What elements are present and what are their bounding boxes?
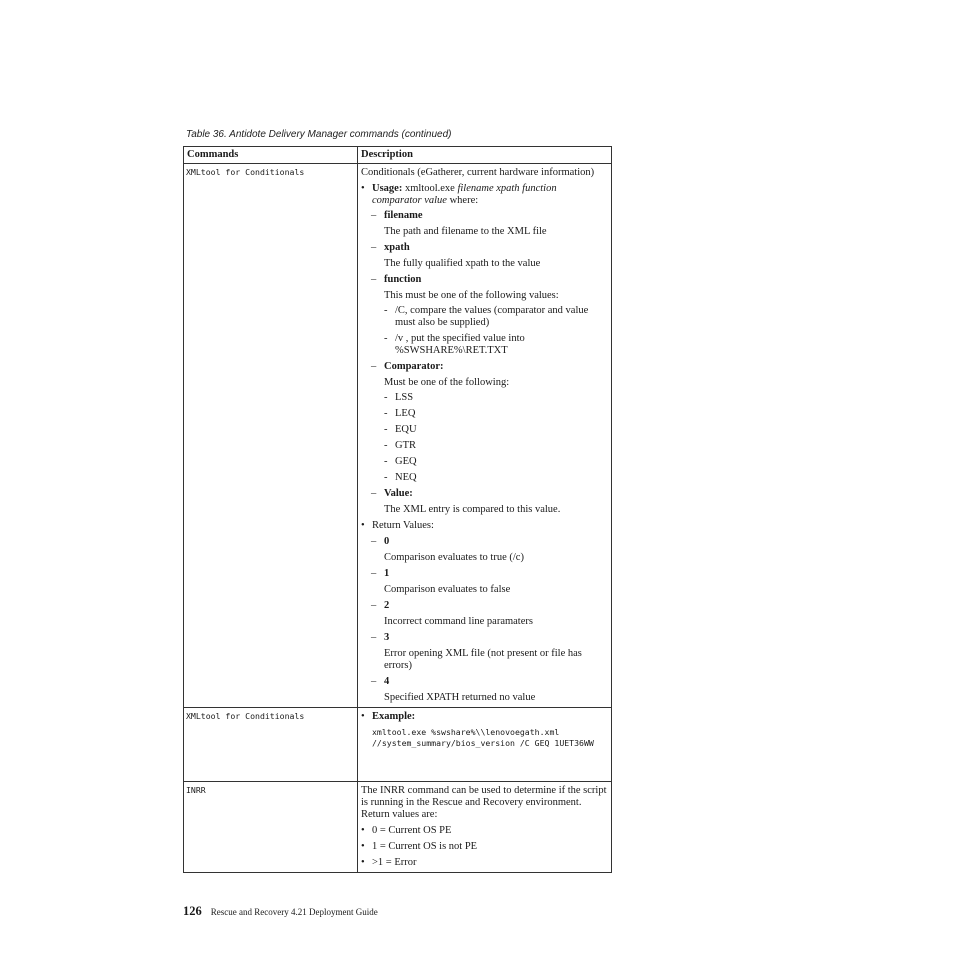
usage-command: xmltool.exe xyxy=(404,183,455,194)
comparator-item: - LSS xyxy=(384,392,414,403)
table-row xyxy=(184,164,612,708)
header-commands: Commands xyxy=(184,147,358,164)
param-desc: Must be one of the following: xyxy=(384,377,510,388)
return-desc: Comparison evaluates to false xyxy=(384,584,511,595)
guide-title: Rescue and Recovery 4.21 Deployment Guide xyxy=(210,907,378,917)
command-cell: XMLtool for Conditionals xyxy=(184,708,358,782)
list-item: • 0 = Current OS PE xyxy=(361,825,452,836)
param-item: – filename xyxy=(371,210,423,221)
param-name: Value: xyxy=(384,488,413,499)
param-desc: The fully qualified xpath to the value xyxy=(384,258,541,269)
header-description: Description xyxy=(358,147,612,164)
param-item: – function xyxy=(371,274,422,285)
table-row xyxy=(184,708,612,782)
param-item: – xpath xyxy=(371,242,410,253)
usage-tail: where: xyxy=(449,195,479,206)
intro-text: Conditionals (eGatherer, current hardware information) xyxy=(361,167,595,178)
description-cell xyxy=(358,708,612,782)
return-code: – 0 xyxy=(371,536,390,547)
example-code: xmltool.exe %swshare%\\lenovoegath.xml //system_summary/bios_version /C GEQ 1UET36WW xyxy=(372,727,594,748)
function-value: - /v , put the specified value into %SWSHARE%\RET.TXT xyxy=(384,333,525,356)
comparator-item: - GEQ xyxy=(384,456,417,467)
list-item: • >1 = Error xyxy=(361,857,417,868)
description-cell xyxy=(358,164,612,708)
comparator-item: - EQU xyxy=(384,424,417,435)
example-label: Example: xyxy=(372,711,416,722)
inrr-description: The INRR command can be used to determine if the script is running in the Rescue and Recovery environment. Return values are: xyxy=(361,785,607,820)
table-caption: Table 36. Antidote Delivery Manager commands (continued) xyxy=(186,129,452,140)
comparator-item: - GTR xyxy=(384,440,416,451)
param-item: – Value: xyxy=(371,488,413,499)
command-cell: INRR xyxy=(184,782,358,873)
description-cell xyxy=(358,782,612,873)
example-item: • Example: xyxy=(361,711,416,722)
usage-item: • Usage: xmltool.exe filename xpath function comparator value where: xyxy=(361,183,557,206)
param-name: filename xyxy=(384,210,423,221)
function-value: - /C, compare the values (comparator and value must also be supplied) xyxy=(384,305,589,328)
page-number: 126 xyxy=(183,904,202,918)
return-desc: Specified XPATH returned no value xyxy=(384,692,536,703)
comparator-item: - LEQ xyxy=(384,408,416,419)
usage-args: filename xpath function comparator value xyxy=(372,183,557,206)
param-name: function xyxy=(384,274,422,285)
return-desc: Incorrect command line paramaters xyxy=(384,616,533,627)
return-desc: Error opening XML file (not present or file has errors) xyxy=(384,648,582,671)
usage-label: Usage: xyxy=(372,183,403,194)
param-desc: This must be one of the following values: xyxy=(384,290,559,301)
param-item: – Comparator: xyxy=(371,361,444,372)
list-item: • 1 = Current OS is not PE xyxy=(361,841,478,852)
param-desc: The XML entry is compared to this value. xyxy=(384,504,561,515)
return-code: – 2 xyxy=(371,600,390,611)
command-cell: XMLtool for Conditionals xyxy=(184,164,358,708)
page-footer xyxy=(183,902,378,920)
return-code: – 4 xyxy=(371,676,390,687)
return-code: – 1 xyxy=(371,568,390,579)
return-desc: Comparison evaluates to true (/c) xyxy=(384,552,524,563)
param-name: xpath xyxy=(384,242,410,253)
param-name: Comparator: xyxy=(384,361,444,372)
table-row xyxy=(184,782,612,873)
table-header-row xyxy=(184,147,612,164)
commands-table xyxy=(183,146,612,873)
comparator-item: - NEQ xyxy=(384,472,417,483)
param-desc: The path and filename to the XML file xyxy=(384,226,547,237)
return-values-item: • Return Values: xyxy=(361,520,434,531)
return-code: – 3 xyxy=(371,632,390,643)
